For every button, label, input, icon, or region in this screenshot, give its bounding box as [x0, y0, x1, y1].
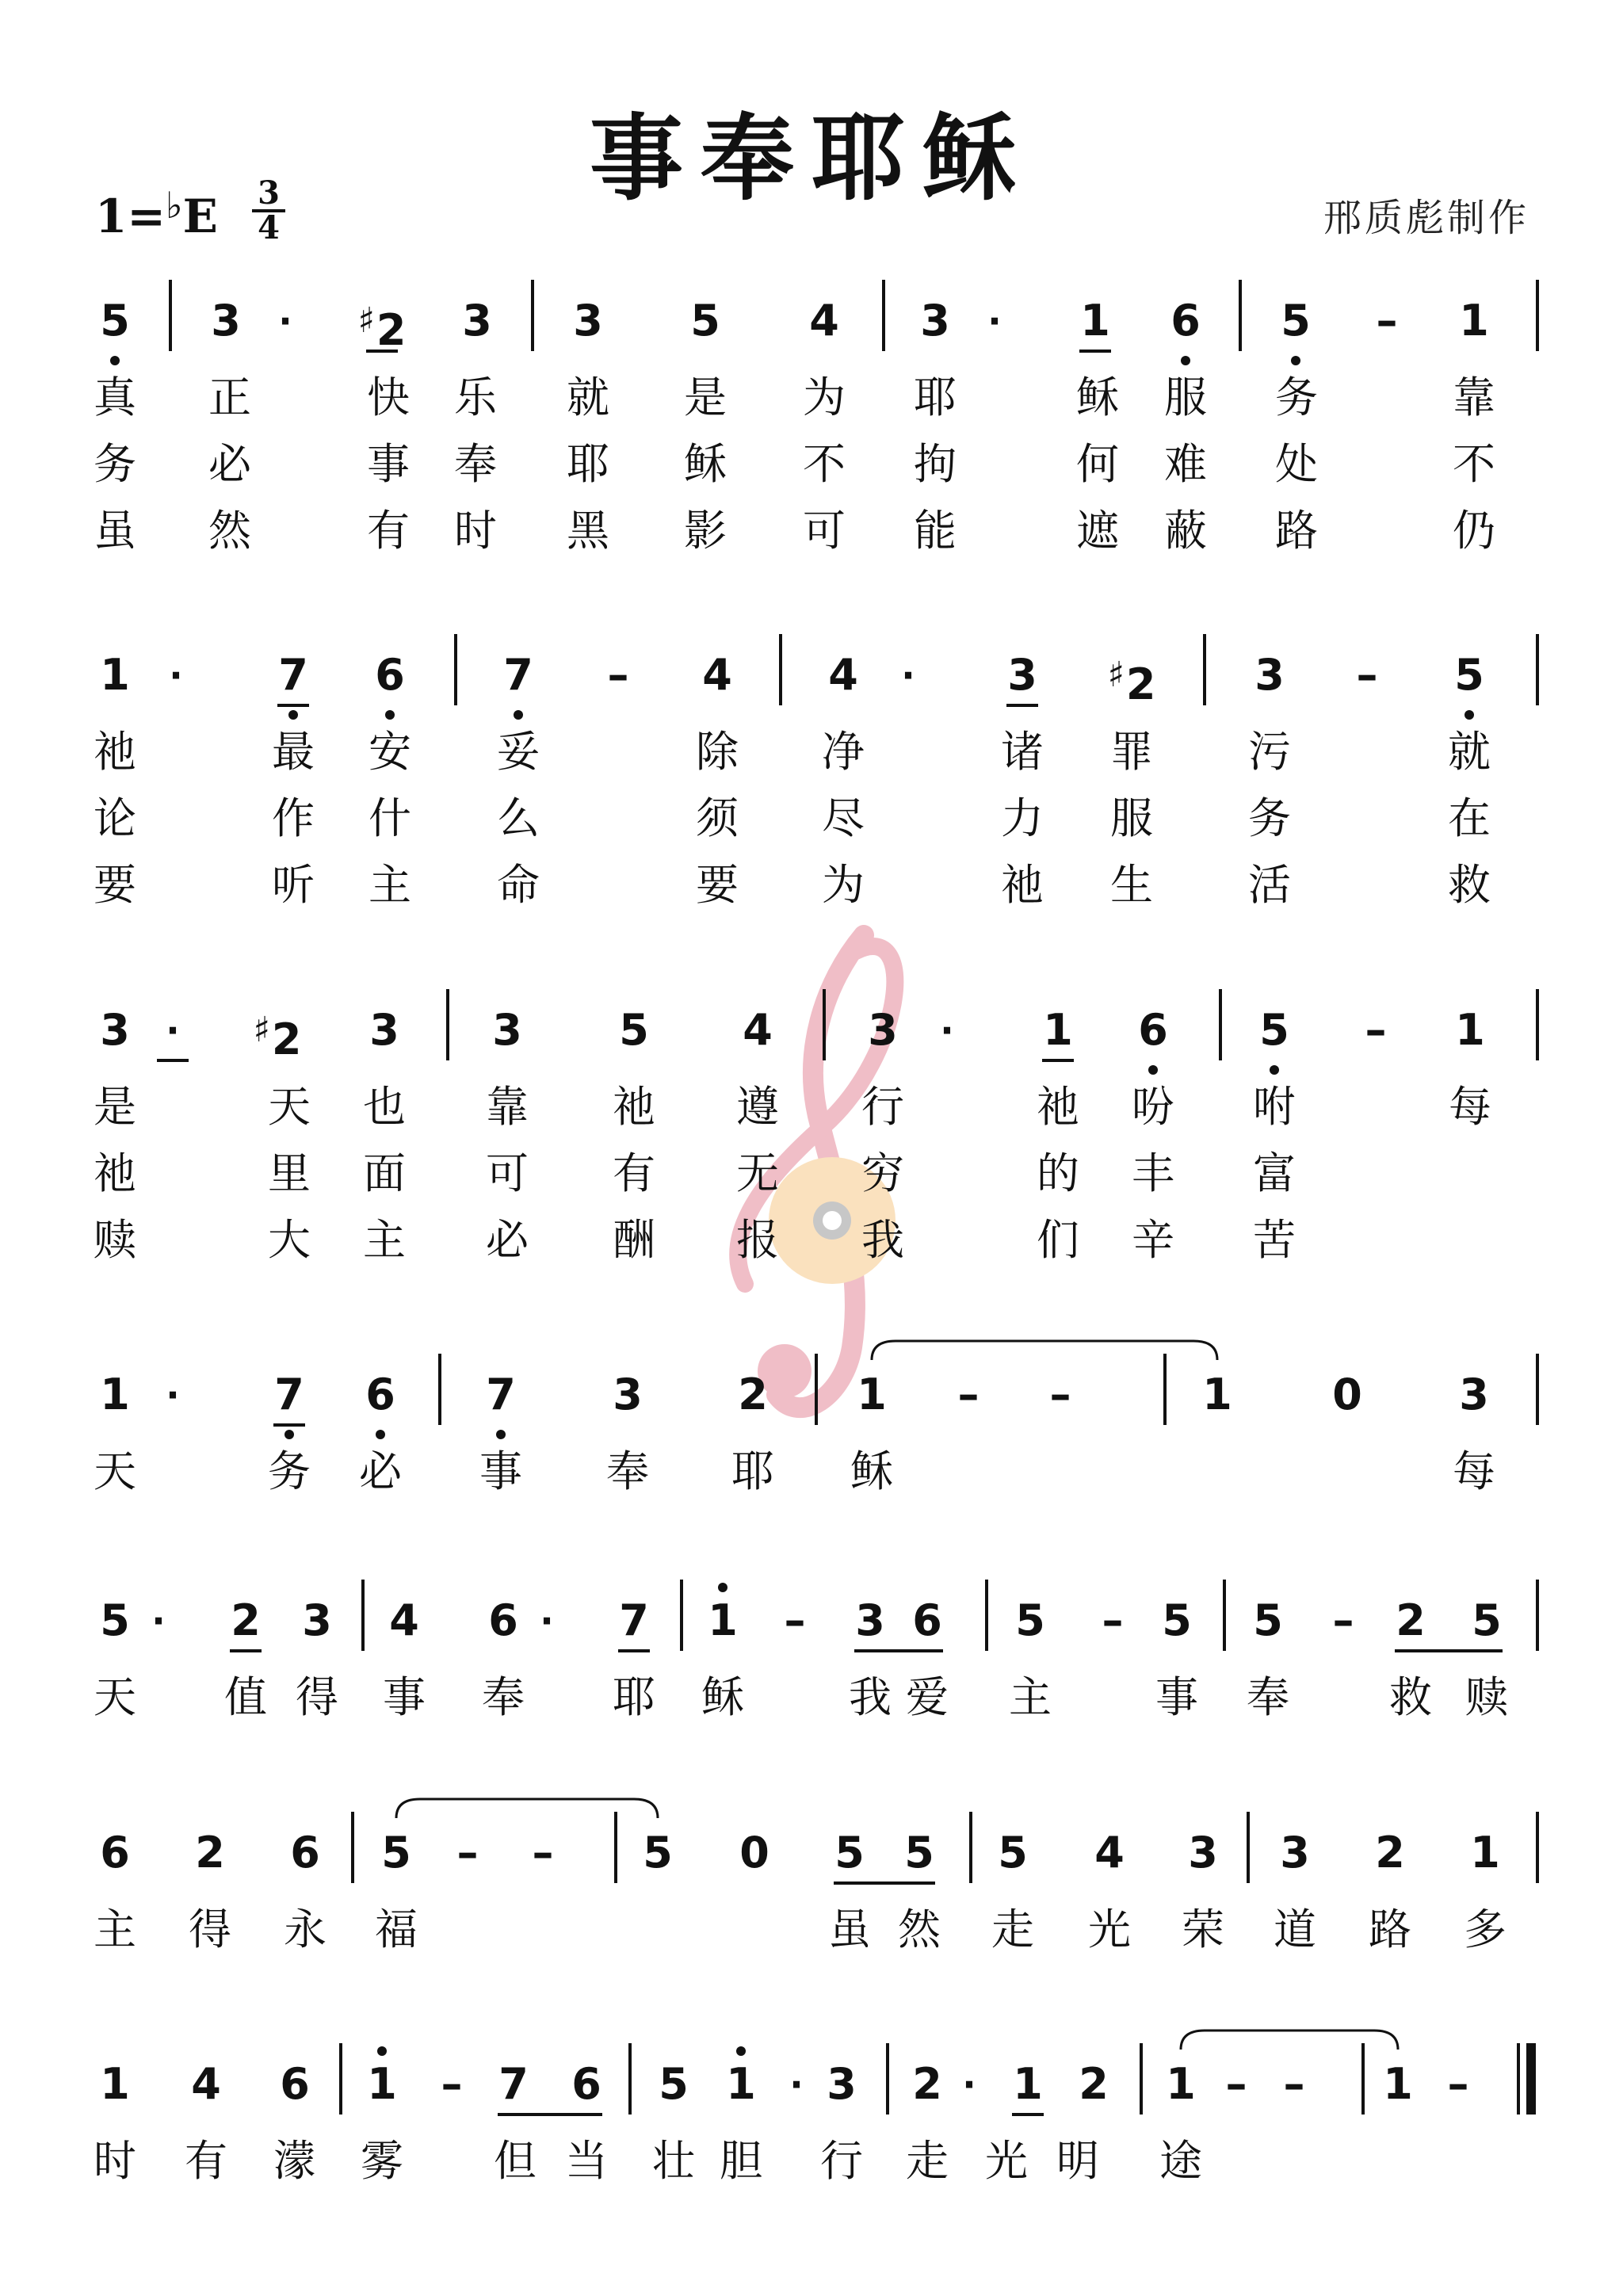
dash-extension: –	[1365, 1005, 1387, 1055]
augmentation-dot: ·	[278, 300, 292, 342]
lyric-char: 荣	[1182, 1904, 1224, 1954]
note: 2	[231, 1595, 261, 1645]
note: 3	[920, 296, 950, 346]
note: 6	[100, 1828, 130, 1878]
note: 3	[1188, 1828, 1218, 1878]
low-octave-dot	[514, 710, 523, 720]
lyric-char: 时	[94, 2136, 136, 2186]
lyric-char: 么	[497, 793, 540, 843]
lyric-char: 祂	[613, 1082, 655, 1132]
author-credit: 邢质彪制作	[1323, 196, 1529, 240]
lyric-char: 稣	[1076, 372, 1119, 422]
lyric-char: 为	[803, 372, 846, 422]
sharp-sign: ♯	[253, 1010, 270, 1050]
lyric-char: 稣	[850, 1446, 893, 1496]
lyric-char: 路	[1369, 1904, 1411, 1954]
note: 1	[100, 650, 130, 700]
note: 1	[1013, 2059, 1043, 2109]
lyric-char: 当	[565, 2136, 608, 2186]
dash-extension: –	[607, 650, 629, 700]
note: 5	[834, 1828, 865, 1878]
note: 1	[1043, 1005, 1073, 1055]
tie-slur	[1181, 2030, 1398, 2050]
note: 5	[1281, 296, 1311, 346]
lyric-char: 也	[363, 1082, 406, 1132]
augmentation-dot: ·	[962, 2063, 976, 2106]
lyric-char: 难	[1164, 439, 1207, 489]
note: 1	[857, 1370, 887, 1419]
lyric-char: 靠	[486, 1082, 529, 1132]
lyric-char: 罪	[1110, 727, 1153, 777]
dash-extension: –	[441, 2059, 463, 2109]
lyric-char: 就	[567, 372, 609, 422]
note: 7	[498, 2059, 529, 2109]
lyric-char: 值	[224, 1672, 267, 1722]
note: 4	[828, 650, 858, 700]
note: 3	[369, 1005, 399, 1055]
lyric-char: 报	[736, 1215, 779, 1265]
lyric-char: 途	[1159, 2136, 1202, 2186]
lyric-char: 必	[486, 1215, 529, 1265]
lyric-char: 事	[367, 439, 410, 489]
lyric-char: 但	[494, 2136, 537, 2186]
lyric-char: 得	[296, 1672, 338, 1722]
lyric-char: 稣	[684, 439, 727, 489]
low-octave-dot	[285, 1430, 294, 1439]
sharp-sign: ♯	[357, 300, 375, 341]
flat-sign: ♭	[165, 184, 183, 227]
lyric-char: 面	[363, 1148, 406, 1198]
note	[1108, 650, 1156, 710]
lyric-char: 靠	[1453, 372, 1495, 422]
note: 1	[1383, 2059, 1413, 2109]
lyric-char: 天	[268, 1082, 311, 1132]
lyric-char: 壮	[652, 2136, 695, 2186]
lyric-char: 诸	[1001, 727, 1044, 777]
lyric-char: 污	[1248, 727, 1291, 777]
low-octave-dot	[385, 710, 395, 720]
meter-bottom: 4	[258, 209, 280, 246]
lyric-char: 主	[369, 860, 411, 910]
lyric-char: 耶	[613, 1672, 655, 1722]
lyric-char: 影	[684, 506, 727, 556]
lyric-char: 仍	[1453, 506, 1495, 556]
lyric-char: 然	[208, 506, 251, 556]
lyric-char: 奉	[606, 1446, 649, 1496]
augmentation-dot: ·	[901, 654, 915, 697]
lyric-char: 奉	[1247, 1672, 1289, 1722]
lyric-char: 我	[849, 1672, 892, 1722]
lyric-char: 时	[454, 506, 497, 556]
lyric-char: 论	[94, 793, 136, 843]
note: 1	[1080, 296, 1110, 346]
lyric-char: 正	[208, 372, 251, 422]
note: 5	[643, 1828, 673, 1878]
note: 5	[100, 1595, 130, 1645]
lyric-char: 道	[1274, 1904, 1316, 1954]
lyric-char: 光	[985, 2136, 1028, 2186]
lyric-char: 为	[822, 860, 865, 910]
note-digit: 2	[271, 1014, 302, 1064]
note: 4	[1094, 1828, 1125, 1878]
augmentation-dot: ·	[940, 1009, 954, 1052]
lyric-char: 大	[268, 1215, 311, 1265]
note: 3	[1254, 650, 1285, 700]
lyric-char: 主	[1009, 1672, 1052, 1722]
lyric-char: 虽	[828, 1904, 871, 1954]
lyric-char: 务	[94, 439, 136, 489]
lyric-char: 服	[1110, 793, 1153, 843]
sharp-sign: ♯	[1107, 655, 1125, 695]
low-octave-dot	[1291, 356, 1300, 365]
note: 7	[619, 1595, 649, 1645]
lyric-char: 稣	[701, 1672, 744, 1722]
lyric-char: 什	[369, 793, 411, 843]
lyric-char: 有	[185, 2136, 227, 2186]
lyric-char: 赎	[1465, 1672, 1508, 1722]
dash-extension: –	[532, 1828, 554, 1878]
lyric-char: 耶	[731, 1446, 774, 1496]
note: 7	[278, 650, 308, 700]
lyric-char: 不	[803, 439, 846, 489]
note: 1	[708, 1595, 738, 1645]
note: 2	[738, 1370, 768, 1419]
low-octave-dot	[376, 1430, 385, 1439]
dash-extension: –	[1049, 1370, 1071, 1419]
lyric-char: 爱	[906, 1672, 949, 1722]
note: 6	[1170, 296, 1201, 346]
lyric-char: 祂	[94, 1148, 136, 1198]
note: 6	[290, 1828, 320, 1878]
note: 1	[1470, 1828, 1500, 1878]
note: 5	[659, 2059, 689, 2109]
lyric-char: 里	[268, 1148, 311, 1198]
lyric-char: 是	[94, 1082, 136, 1132]
note: 5	[1454, 650, 1484, 700]
low-octave-dot	[1465, 710, 1474, 720]
lyric-char: 咐	[1253, 1082, 1296, 1132]
note: 4	[743, 1005, 773, 1055]
note: 5	[1472, 1595, 1502, 1645]
dash-extension: –	[1332, 1595, 1354, 1645]
lyric-char: 的	[1037, 1148, 1079, 1198]
lyric-char: 主	[94, 1904, 136, 1954]
lyric-char: 活	[1248, 860, 1291, 910]
tie-slur	[396, 1799, 658, 1818]
lyric-char: 作	[272, 793, 315, 843]
lyric-char: 妥	[497, 727, 540, 777]
lyric-char: 我	[861, 1215, 904, 1265]
note: 2	[1396, 1595, 1426, 1645]
note: 3	[462, 296, 492, 346]
note: 3	[868, 1005, 898, 1055]
lyric-char: 永	[284, 1904, 327, 1954]
lyric-char: 遮	[1076, 506, 1119, 556]
note: 1	[1202, 1370, 1232, 1419]
note: 5	[998, 1828, 1028, 1878]
lyric-char: 奉	[482, 1672, 525, 1722]
note	[358, 296, 407, 356]
dash-extension: –	[784, 1595, 806, 1645]
dash-extension: –	[1356, 650, 1378, 700]
lyric-char: 是	[684, 372, 727, 422]
note: 3	[1459, 1370, 1489, 1419]
dash-extension: –	[1225, 2059, 1247, 2109]
low-octave-dot	[288, 710, 298, 720]
lyric-char: 事	[1155, 1672, 1198, 1722]
note: 6	[280, 2059, 310, 2109]
note: 6	[571, 2059, 601, 2109]
lyric-char: 尽	[822, 793, 865, 843]
high-octave-dot	[718, 1583, 727, 1592]
lyric-char: 安	[369, 727, 411, 777]
dash-extension: –	[1283, 2059, 1305, 2109]
lyric-char: 命	[497, 860, 540, 910]
lyric-char: 祂	[1037, 1082, 1079, 1132]
low-octave-dot	[1148, 1065, 1158, 1075]
note: 4	[809, 296, 839, 346]
lyric-char: 可	[803, 506, 846, 556]
lyric-char: 行	[820, 2136, 863, 2186]
lyric-char: 救	[1448, 860, 1491, 910]
note: 3	[302, 1595, 332, 1645]
note: 6	[912, 1595, 942, 1645]
lyric-char: 多	[1464, 1904, 1507, 1954]
lyric-char: 不	[1453, 439, 1495, 489]
augmentation-dot: ·	[169, 654, 183, 697]
lyric-char: 真	[94, 372, 136, 422]
note: 2	[1375, 1828, 1405, 1878]
lyric-char: 务	[1248, 793, 1291, 843]
lyric-char: 在	[1448, 793, 1491, 843]
dash-extension: –	[1376, 296, 1398, 346]
note: 3	[827, 2059, 857, 2109]
lyric-char: 就	[1448, 727, 1491, 777]
note: 5	[619, 1005, 649, 1055]
lyric-char: 处	[1275, 439, 1318, 489]
lyric-char: 虽	[94, 506, 136, 556]
lyric-char: 穷	[861, 1148, 904, 1198]
lyric-char: 濛	[273, 2136, 316, 2186]
lyric-char: 除	[696, 727, 739, 777]
dash-extension: –	[456, 1828, 479, 1878]
note-digit: 2	[376, 305, 407, 355]
low-octave-dot	[1270, 1065, 1279, 1075]
note: 7	[486, 1370, 516, 1419]
note: 2	[912, 2059, 942, 2109]
key-prefix: 1=	[95, 189, 166, 243]
note	[254, 1005, 302, 1065]
lyric-char: 服	[1164, 372, 1207, 422]
note: 6	[1138, 1005, 1168, 1055]
lyric-char: 酬	[613, 1215, 655, 1265]
note-digit: 2	[1125, 659, 1156, 709]
lyric-char: 快	[367, 372, 410, 422]
lyric-char: 务	[268, 1446, 311, 1496]
lyric-char: 务	[1275, 372, 1318, 422]
key-letter: E	[182, 189, 218, 243]
lyric-char: 要	[94, 860, 136, 910]
lyric-char: 事	[383, 1672, 426, 1722]
meter-top: 3	[252, 178, 285, 212]
lyric-char: 苦	[1253, 1215, 1296, 1265]
note: 1	[1455, 1005, 1485, 1055]
lyric-char: 主	[363, 1215, 406, 1265]
lyric-char: 乐	[454, 372, 497, 422]
note: 1	[726, 2059, 756, 2109]
lyric-char: 天	[94, 1446, 136, 1496]
note: 0	[739, 1828, 769, 1878]
lyric-char: 耶	[567, 439, 609, 489]
lyric-char: 们	[1037, 1215, 1079, 1265]
lyric-char: 可	[486, 1148, 529, 1198]
lyric-char: 耶	[914, 372, 957, 422]
note: 3	[573, 296, 603, 346]
note: 4	[191, 2059, 221, 2109]
note: 3	[1280, 1828, 1310, 1878]
lyric-char: 福	[375, 1904, 418, 1954]
lyric-char: 行	[861, 1082, 904, 1132]
lyric-char: 然	[898, 1904, 941, 1954]
lyric-char: 何	[1076, 439, 1119, 489]
note: 1	[367, 2059, 397, 2109]
lyric-char: 走	[991, 1904, 1034, 1954]
note: 5	[904, 1828, 934, 1878]
lyric-char: 黑	[567, 506, 609, 556]
lyric-char: 净	[822, 727, 865, 777]
lyric-char: 生	[1110, 860, 1153, 910]
lyric-char: 富	[1253, 1148, 1296, 1198]
lyric-char: 得	[189, 1904, 231, 1954]
note: 3	[100, 1005, 130, 1055]
note: 5	[1162, 1595, 1192, 1645]
lyric-char: 雾	[361, 2136, 403, 2186]
note: 3	[855, 1595, 885, 1645]
lyric-char: 无	[736, 1148, 779, 1198]
note: 7	[274, 1370, 304, 1419]
lyric-char: 蔽	[1164, 506, 1207, 556]
augmentation-dot: ·	[166, 1373, 180, 1416]
note: 3	[613, 1370, 643, 1419]
lyric-char: 吩	[1132, 1082, 1174, 1132]
lyric-char: 辛	[1132, 1215, 1174, 1265]
lyric-char: 光	[1088, 1904, 1131, 1954]
lyric-char: 遵	[736, 1082, 779, 1132]
note: 5	[1259, 1005, 1289, 1055]
lyric-char: 祂	[94, 727, 136, 777]
note: 5	[100, 296, 130, 346]
lyric-char: 有	[613, 1148, 655, 1198]
dash-extension: –	[1102, 1595, 1124, 1645]
augmentation-dot: ·	[151, 1599, 166, 1642]
lyric-char: 丰	[1132, 1148, 1174, 1198]
lyric-char: 有	[367, 506, 410, 556]
lyric-char: 每	[1449, 1082, 1491, 1132]
note: 1	[1166, 2059, 1196, 2109]
lyric-char: 天	[94, 1672, 136, 1722]
high-octave-dot	[377, 2046, 387, 2056]
lyric-char: 要	[696, 860, 739, 910]
note: 5	[690, 296, 720, 346]
lyric-char: 最	[272, 727, 315, 777]
note: 7	[503, 650, 533, 700]
dash-extension: –	[957, 1370, 980, 1419]
lyric-char: 须	[696, 793, 739, 843]
note: 5	[1015, 1595, 1045, 1645]
note: 3	[1007, 650, 1037, 700]
note: 2	[1079, 2059, 1109, 2109]
augmentation-dot: ·	[166, 1009, 180, 1052]
lyric-char: 路	[1275, 506, 1318, 556]
high-octave-dot	[736, 2046, 746, 2056]
lyric-char: 力	[1001, 793, 1044, 843]
lyric-char: 听	[272, 860, 315, 910]
lyric-char: 赎	[94, 1215, 136, 1265]
lyric-char: 事	[479, 1446, 522, 1496]
lyric-char: 拘	[914, 439, 957, 489]
lyric-char: 走	[906, 2136, 949, 2186]
note: 6	[488, 1595, 518, 1645]
low-octave-dot	[110, 356, 120, 365]
lyric-char: 明	[1056, 2136, 1099, 2186]
augmentation-dot: ·	[789, 2063, 804, 2106]
note: 6	[375, 650, 405, 700]
dash-extension: –	[1447, 2059, 1469, 2109]
note: 6	[365, 1370, 395, 1419]
note: 5	[381, 1828, 411, 1878]
song-title: 事奉耶稣	[589, 103, 1033, 213]
note: 1	[100, 1370, 130, 1419]
lyric-char: 必	[208, 439, 251, 489]
note: 3	[492, 1005, 522, 1055]
augmentation-dot: ·	[987, 300, 1002, 342]
note: 2	[195, 1828, 225, 1878]
note: 4	[702, 650, 732, 700]
note: 4	[389, 1595, 419, 1645]
note: 0	[1332, 1370, 1362, 1419]
note: 1	[100, 2059, 130, 2109]
lyric-char: 能	[914, 506, 957, 556]
augmentation-dot: ·	[540, 1599, 554, 1642]
lyric-char: 祂	[1001, 860, 1044, 910]
note: 3	[211, 296, 241, 346]
lyric-char: 每	[1453, 1446, 1495, 1496]
lyric-char: 必	[359, 1446, 402, 1496]
note: 1	[1459, 296, 1489, 346]
lyric-char: 救	[1389, 1672, 1432, 1722]
low-octave-dot	[1181, 356, 1190, 365]
low-octave-dot	[496, 1430, 506, 1439]
lyric-char: 奉	[454, 439, 497, 489]
lyric-char: 胆	[720, 2136, 762, 2186]
note: 5	[1253, 1595, 1283, 1645]
